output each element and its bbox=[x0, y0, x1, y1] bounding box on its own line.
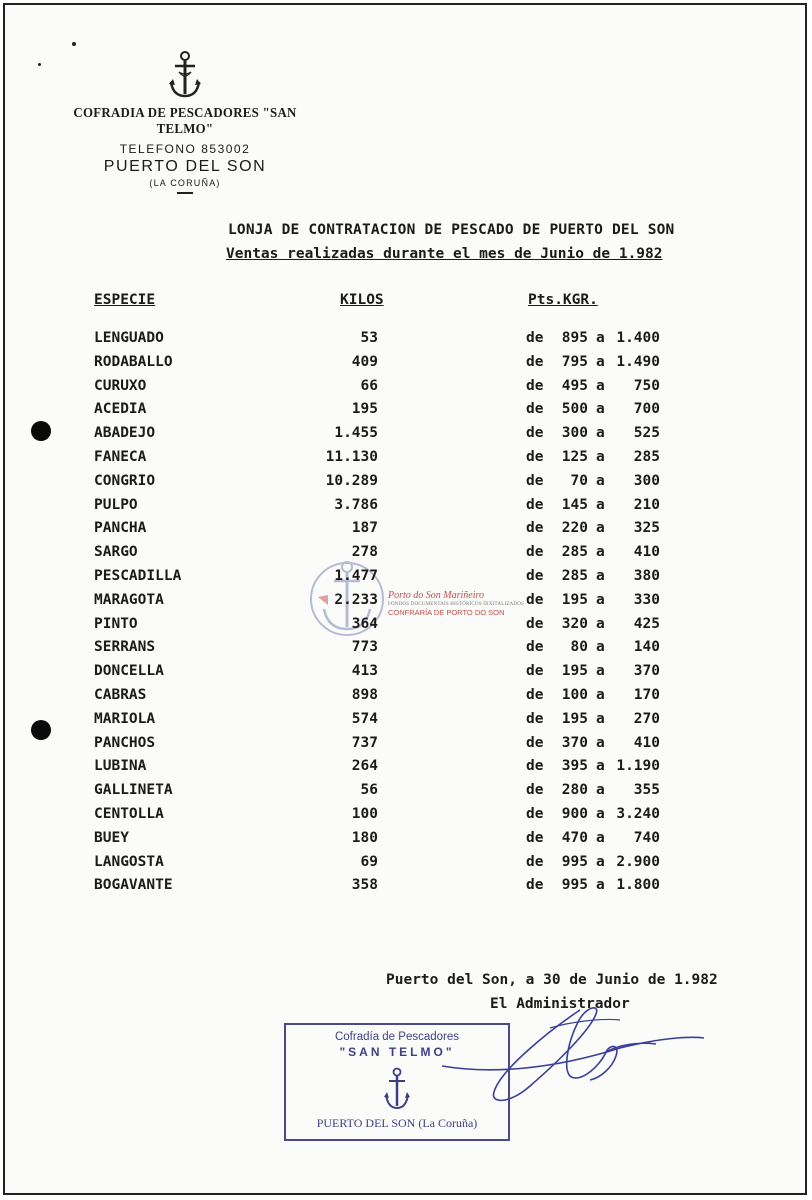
price-low-cell: 495 bbox=[561, 377, 588, 394]
price-from-label: de bbox=[526, 353, 544, 370]
price-high-cell: 210 bbox=[633, 496, 660, 513]
price-high-cell: 1.400 bbox=[616, 330, 660, 346]
place-date: Puerto del Son, a 30 de Junio de 1.982 bbox=[386, 972, 718, 988]
ink-speck bbox=[72, 42, 76, 46]
price-from-label: de bbox=[526, 782, 544, 799]
table-row bbox=[0, 663, 812, 685]
price-low-cell: 80 bbox=[570, 639, 588, 656]
species-cell: CABRAS bbox=[94, 687, 147, 703]
price-to-label: a bbox=[596, 449, 605, 465]
price-from-label: de bbox=[526, 615, 544, 632]
watermark-line1: Porto do Son Mariñeiro bbox=[388, 590, 485, 601]
price-low-cell: 220 bbox=[561, 520, 588, 537]
ink-speck bbox=[38, 63, 41, 66]
kilos-cell: 56 bbox=[360, 782, 378, 799]
species-cell: CONGRIO bbox=[94, 472, 156, 489]
price-to-label: a bbox=[596, 401, 605, 418]
species-cell: DONCELLA bbox=[94, 663, 164, 680]
kilos-cell: 66 bbox=[360, 377, 378, 394]
price-to-label: a bbox=[596, 758, 605, 775]
table-row bbox=[0, 639, 812, 661]
price-high-cell: 1.800 bbox=[616, 877, 660, 894]
watermark-line3: CONFRARÍA DE PORTO DO SON bbox=[388, 608, 505, 617]
kilos-cell: 187 bbox=[351, 520, 378, 537]
table-row bbox=[0, 497, 812, 519]
price-from-label: de bbox=[526, 639, 544, 656]
price-to-label: a bbox=[596, 353, 605, 370]
table-row bbox=[0, 830, 812, 852]
kilos-cell: 195 bbox=[351, 401, 378, 418]
price-from-label: de bbox=[526, 687, 544, 703]
table-row bbox=[0, 854, 812, 876]
price-high-cell: 370 bbox=[633, 663, 660, 680]
header-kilos: KILOS bbox=[340, 292, 384, 308]
species-cell: MARAGOTA bbox=[94, 591, 164, 608]
price-from-label: de bbox=[526, 853, 544, 870]
price-low-cell: 795 bbox=[561, 353, 588, 370]
price-from-label: de bbox=[526, 663, 544, 680]
price-from-label: de bbox=[526, 472, 544, 489]
price-low-cell: 145 bbox=[561, 496, 588, 513]
price-to-label: a bbox=[596, 425, 605, 442]
kilos-cell: 364 bbox=[351, 615, 378, 632]
price-to-label: a bbox=[596, 782, 605, 799]
letterhead-province: (LA CORUÑA) bbox=[149, 178, 221, 188]
price-to-label: a bbox=[596, 829, 605, 846]
table-row bbox=[0, 711, 812, 733]
signature bbox=[430, 1000, 710, 1110]
price-high-cell: 1.190 bbox=[616, 758, 660, 775]
table-row bbox=[0, 544, 812, 566]
price-low-cell: 100 bbox=[561, 687, 588, 703]
signer-title: El Administrador bbox=[490, 996, 630, 1012]
price-high-cell: 410 bbox=[633, 734, 660, 751]
price-from-label: de bbox=[526, 877, 544, 894]
kilos-cell: 1.477 bbox=[334, 568, 378, 584]
price-high-cell: 410 bbox=[633, 544, 660, 561]
species-cell: SARGO bbox=[94, 544, 138, 561]
stamp-line3: PUERTO DEL SON (La Coruña) bbox=[316, 1116, 478, 1130]
species-cell: PULPO bbox=[94, 496, 138, 513]
table-row bbox=[0, 520, 812, 542]
letterhead-name: COFRADIA DE PESCADORES "SAN TELMO" bbox=[73, 106, 297, 137]
letterhead-town: PUERTO DEL SON bbox=[103, 158, 267, 175]
species-cell: PESCADILLA bbox=[94, 568, 182, 584]
price-high-cell: 425 bbox=[633, 615, 660, 632]
price-to-label: a bbox=[596, 591, 605, 608]
price-high-cell: 740 bbox=[633, 829, 660, 846]
price-to-label: a bbox=[596, 520, 605, 537]
kilos-cell: 278 bbox=[351, 544, 378, 561]
price-from-label: de bbox=[526, 734, 544, 751]
stamp-line1: Cofradía de Pescadores bbox=[334, 1031, 460, 1043]
species-cell: ABADEJO bbox=[94, 425, 156, 442]
price-to-label: a bbox=[596, 615, 605, 632]
letterhead bbox=[50, 50, 320, 194]
price-high-cell: 330 bbox=[633, 591, 660, 608]
kilos-cell: 11.130 bbox=[325, 449, 378, 465]
table-row bbox=[0, 877, 812, 899]
species-cell: PANCHA bbox=[94, 520, 147, 537]
table-row bbox=[0, 758, 812, 780]
kilos-cell: 100 bbox=[351, 806, 378, 822]
price-high-cell: 1.490 bbox=[616, 353, 660, 370]
species-cell: LANGOSTA bbox=[94, 853, 164, 870]
price-low-cell: 320 bbox=[561, 615, 588, 632]
species-cell: GALLINETA bbox=[94, 782, 173, 799]
species-cell: LUBINA bbox=[94, 758, 147, 775]
letterhead-rule bbox=[177, 192, 193, 194]
table-row bbox=[0, 806, 812, 828]
price-low-cell: 195 bbox=[561, 591, 588, 608]
species-cell: SERRANS bbox=[94, 639, 156, 656]
species-cell: FANECA bbox=[94, 449, 147, 465]
kilos-cell: 358 bbox=[351, 877, 378, 894]
species-cell: RODABALLO bbox=[94, 353, 173, 370]
price-high-cell: 525 bbox=[633, 425, 660, 442]
price-low-cell: 895 bbox=[561, 330, 588, 346]
price-high-cell: 355 bbox=[633, 782, 660, 799]
table-row bbox=[0, 401, 812, 423]
price-from-label: de bbox=[526, 377, 544, 394]
price-from-label: de bbox=[526, 710, 544, 727]
price-to-label: a bbox=[596, 877, 605, 894]
price-high-cell: 285 bbox=[633, 449, 660, 465]
table-row bbox=[0, 378, 812, 400]
price-low-cell: 995 bbox=[561, 853, 588, 870]
price-from-label: de bbox=[526, 829, 544, 846]
price-from-label: de bbox=[526, 544, 544, 561]
price-from-label: de bbox=[526, 330, 544, 346]
table-row bbox=[0, 568, 812, 590]
price-to-label: a bbox=[596, 734, 605, 751]
table-row bbox=[0, 330, 812, 352]
price-low-cell: 370 bbox=[561, 734, 588, 751]
price-high-cell: 300 bbox=[633, 472, 660, 489]
kilos-cell: 2.233 bbox=[334, 591, 378, 608]
header-price: Pts.KGR. bbox=[528, 292, 598, 308]
price-high-cell: 170 bbox=[633, 687, 660, 703]
species-cell: ACEDIA bbox=[94, 401, 147, 418]
price-to-label: a bbox=[596, 687, 605, 703]
price-low-cell: 70 bbox=[570, 472, 588, 489]
price-from-label: de bbox=[526, 496, 544, 513]
price-low-cell: 285 bbox=[561, 568, 588, 584]
table-row bbox=[0, 354, 812, 376]
kilos-cell: 180 bbox=[351, 829, 378, 846]
price-high-cell: 380 bbox=[633, 568, 660, 584]
price-low-cell: 285 bbox=[561, 544, 588, 561]
kilos-cell: 69 bbox=[360, 853, 378, 870]
kilos-cell: 409 bbox=[351, 353, 378, 370]
price-from-label: de bbox=[526, 568, 544, 584]
price-to-label: a bbox=[596, 663, 605, 680]
price-to-label: a bbox=[596, 806, 605, 822]
table-row bbox=[0, 473, 812, 495]
price-low-cell: 470 bbox=[561, 829, 588, 846]
price-to-label: a bbox=[596, 568, 605, 584]
letterhead-phone: TELEFONO 853002 bbox=[119, 142, 251, 156]
price-from-label: de bbox=[526, 758, 544, 775]
price-from-label: de bbox=[526, 806, 544, 822]
species-cell: CURUXO bbox=[94, 377, 147, 394]
price-high-cell: 140 bbox=[633, 639, 660, 656]
price-low-cell: 395 bbox=[561, 758, 588, 775]
header-species: ESPECIE bbox=[94, 292, 156, 308]
kilos-cell: 3.786 bbox=[334, 496, 378, 513]
kilos-cell: 413 bbox=[351, 663, 378, 680]
kilos-cell: 773 bbox=[351, 639, 378, 656]
price-low-cell: 995 bbox=[561, 877, 588, 894]
price-to-label: a bbox=[596, 377, 605, 394]
kilos-cell: 1.455 bbox=[334, 425, 378, 442]
price-to-label: a bbox=[596, 544, 605, 561]
table-row bbox=[0, 616, 812, 638]
kilos-cell: 898 bbox=[351, 687, 378, 703]
price-to-label: a bbox=[596, 496, 605, 513]
price-low-cell: 500 bbox=[561, 401, 588, 418]
kilos-cell: 10.289 bbox=[325, 472, 378, 489]
price-to-label: a bbox=[596, 330, 605, 346]
document-subtitle: Ventas realizadas durante el mes de Junio de 1.982 bbox=[226, 246, 663, 262]
species-cell: MARIOLA bbox=[94, 710, 156, 727]
kilos-cell: 53 bbox=[360, 330, 378, 346]
table-row bbox=[0, 687, 812, 709]
table-row bbox=[0, 425, 812, 447]
price-low-cell: 280 bbox=[561, 782, 588, 799]
anchor-icon bbox=[383, 1067, 411, 1111]
price-high-cell: 700 bbox=[633, 401, 660, 418]
price-low-cell: 125 bbox=[561, 449, 588, 465]
price-to-label: a bbox=[596, 639, 605, 656]
table-row bbox=[0, 735, 812, 757]
price-high-cell: 325 bbox=[633, 520, 660, 537]
kilos-cell: 574 bbox=[351, 710, 378, 727]
price-from-label: de bbox=[526, 520, 544, 537]
table-row bbox=[0, 449, 812, 471]
price-high-cell: 3.240 bbox=[616, 806, 660, 822]
species-cell: BUEY bbox=[94, 829, 129, 846]
price-low-cell: 900 bbox=[561, 806, 588, 822]
price-high-cell: 750 bbox=[633, 377, 660, 394]
price-low-cell: 300 bbox=[561, 425, 588, 442]
price-to-label: a bbox=[596, 472, 605, 489]
document-title: LONJA DE CONTRATACION DE PESCADO DE PUERTO DEL SON bbox=[228, 222, 675, 238]
species-cell: LENGUADO bbox=[94, 330, 164, 346]
price-from-label: de bbox=[526, 401, 544, 418]
price-high-cell: 2.900 bbox=[616, 853, 660, 870]
table-row bbox=[0, 782, 812, 804]
price-to-label: a bbox=[596, 853, 605, 870]
price-from-label: de bbox=[526, 449, 544, 465]
price-from-label: de bbox=[526, 425, 544, 442]
price-high-cell: 270 bbox=[633, 710, 660, 727]
kilos-cell: 737 bbox=[351, 734, 378, 751]
species-cell: PINTO bbox=[94, 615, 138, 632]
species-cell: CENTOLLA bbox=[94, 806, 164, 822]
species-cell: PANCHOS bbox=[94, 734, 156, 751]
stamp-line2: "SAN TELMO" bbox=[339, 1045, 455, 1059]
price-to-label: a bbox=[596, 710, 605, 727]
table-row bbox=[0, 592, 812, 614]
price-from-label: de bbox=[526, 591, 544, 608]
anchor-icon bbox=[167, 50, 203, 100]
price-low-cell: 195 bbox=[561, 663, 588, 680]
species-cell: BOGAVANTE bbox=[94, 877, 173, 894]
watermark-line2: FONDOS DOCUMENTAIS HISTÓRICOS DIXITALIZADOS bbox=[388, 602, 524, 607]
kilos-cell: 264 bbox=[351, 758, 378, 775]
price-low-cell: 195 bbox=[561, 710, 588, 727]
